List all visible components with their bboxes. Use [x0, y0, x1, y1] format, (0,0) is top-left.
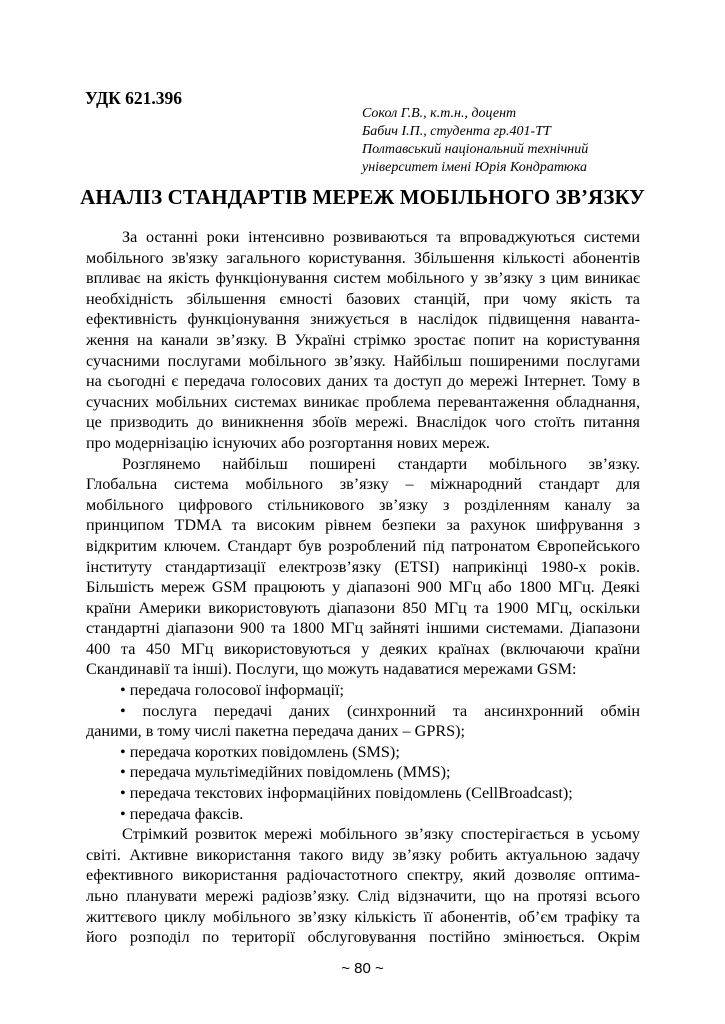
list-item: • передача факсів.: [120, 804, 244, 823]
text-line: Скандинавії та інші). Послуги, що можуть надаватися мережами GSM:: [86, 660, 577, 679]
text-line: Стрімкий розвиток мережі мобільного зв’язку спостерігається в усьому: [122, 825, 640, 844]
paragraph-1: [86, 227, 640, 454]
text-line: це призводить до виникнення збоїв мережі. Внаслідок чого стоїть питання: [86, 413, 640, 432]
text-line: його розподіл по території обслуговування постійно змінюється. Окрім: [86, 928, 640, 947]
text-line: життєвого циклу мобільного зв’язку кількість її абонентів, об’єм трафіку та: [86, 907, 640, 926]
text-line: на сьогодні є передача голосових даних та доступ до мережі Інтернет. Тому в: [86, 372, 640, 391]
text-line: ефективного використання радіочастотного спектру, який дозволяє оптима-: [86, 866, 640, 885]
article-title: АНАЛІЗ СТАНДАРТІВ МЕРЕЖ МОБІЛЬНОГО ЗВ’ЯЗКУ: [80, 185, 645, 209]
page-number: ~ 80 ~: [341, 960, 384, 977]
text-line: За останні роки інтенсивно розвиваються та впроваджуються системи: [122, 228, 640, 246]
text-line: Більшість мереж GSM працюють у діапазоні 900 МГц або 1800 МГц. Деякі: [86, 578, 640, 597]
paragraph-2: [86, 454, 640, 681]
paragraph-3: [86, 824, 640, 948]
text-line: ефективність функціонування знижується в наслідок підвищення наванта-: [86, 310, 640, 329]
list-item-continuation: даними, в тому числі пакетна передача даних – GPRS);: [86, 722, 466, 741]
text-line: необхідність збільшення ємності базових станцій, при чому якість та: [86, 289, 640, 308]
text-line: відкритим ключем. Стандарт був розроблений під патронатом Європейського: [86, 536, 640, 555]
affiliation-line: Полтавський національний технічний: [362, 142, 589, 157]
author-line: Бабич І.П., студента гр.401-ТТ: [362, 124, 551, 139]
list-item: • передача голосової інформації;: [120, 681, 344, 700]
text-line: світі. Активне використання такого виду зв’язку робить актуальною задачу: [86, 845, 640, 864]
text-line: мобільного зв'язку загального користування. Збільшення кількості абонентів: [86, 248, 640, 267]
text-line: впливає на якість функціонування систем мобільного у зв’язку з цим виникає: [86, 269, 640, 288]
text-line: принципом TDMA та високим рівнем безпеки за рахунок шифрування з: [86, 516, 640, 535]
affiliation-line: університет імені Юрія Кондратюка: [362, 160, 587, 175]
list-item: • послуга передачі даних (синхронний та ансинхронний обмін: [120, 701, 640, 720]
text-line: сучасними послугами мобільного зв’язку. Найбільш поширеними послугами: [86, 351, 640, 370]
text-line: Розглянемо найбільш поширені стандарти мобільного зв’язку.: [122, 454, 640, 473]
list-item: • передача коротких повідомлень (SMS);: [120, 742, 400, 761]
list-item: • передача текстових інформаційних повідомлень (CellBroadcast);: [120, 784, 573, 803]
text-line: країни Америки використовують діапазони 850 МГц та 1900 МГц, оскільки: [86, 598, 640, 617]
text-line: інституту стандартизації електрозв’язку (ETSI) наприкінці 1980-х років.: [86, 557, 640, 576]
udk-code: УДК 621.396: [85, 88, 183, 108]
text-line: льно планувати мережі радіозв’язку. Слід відзначити, що на протязі всього: [86, 887, 640, 905]
text-line: сучасних мобільних системах виникає проблема перевантаження обладнання,: [86, 392, 640, 411]
author-block: [362, 105, 588, 177]
text-line: 400 та 450 МГц використовуються у деяких країнах (включаючи країни: [86, 639, 640, 658]
text-line: Глобальна система мобільного зв’язку – міжнародний стандарт для: [86, 475, 640, 494]
text-line: мобільного цифрового стільникового зв’язку з розділенням каналу за: [86, 495, 640, 514]
services-list: [86, 680, 640, 824]
text-line: стандартні діапазони 900 та 1800 МГц зайняті іншими системами. Діапазони: [86, 619, 640, 638]
list-item: • передача мультімедійних повідомлень (MMS);: [120, 763, 451, 782]
text-line: про модернізацію існуючих або розгортання нових мереж.: [86, 433, 490, 452]
author-line: Сокол Г.В., к.т.н., доцент: [362, 106, 517, 121]
text-line: ження на канали зв’язку. В Україні стрімко зростає попит на користування: [86, 330, 640, 349]
article-body: [86, 227, 640, 948]
